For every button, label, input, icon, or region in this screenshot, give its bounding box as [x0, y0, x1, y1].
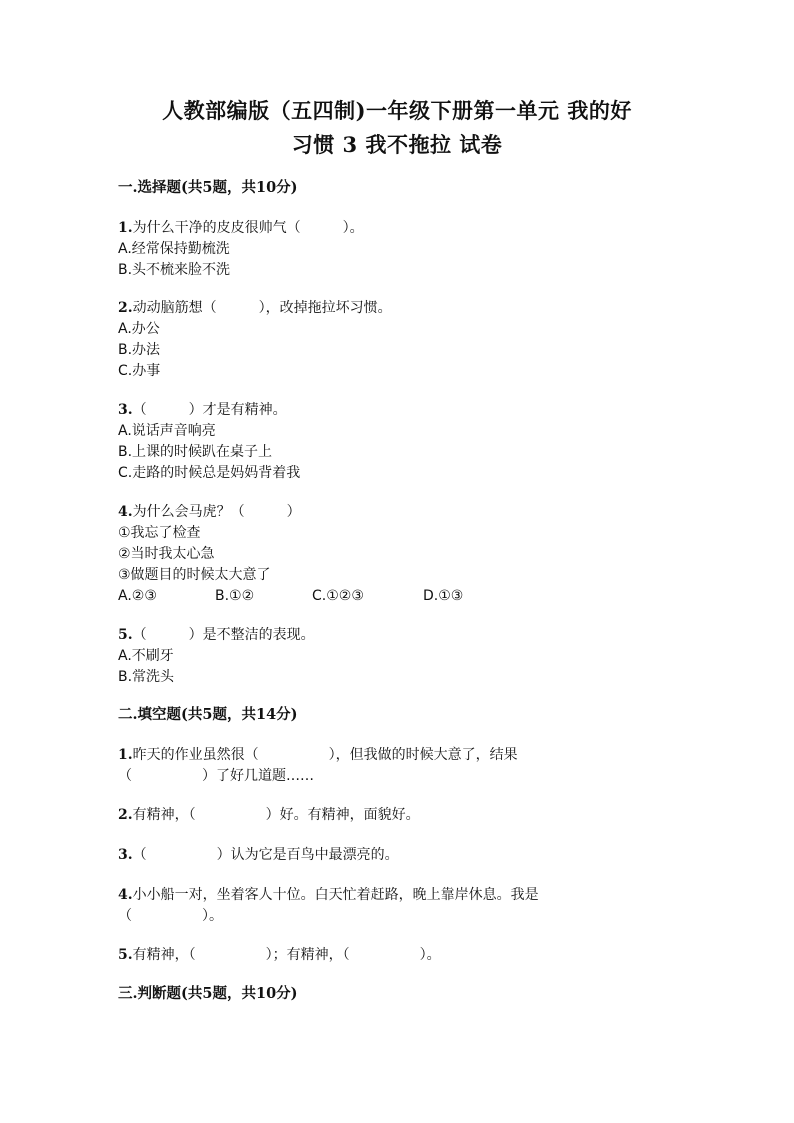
- option-item: B.常洗头: [118, 669, 175, 685]
- question-stem: 1.昨天的作业虽然很（ ），但我做的时候大意了，结果: [118, 747, 518, 763]
- option-b: B.①②: [215, 588, 255, 604]
- question-stem: 5.有精神，（ ）；有精神，（ ）。: [118, 947, 441, 963]
- question-stem: 2.动动脑筋想（ ），改掉拖拉坏习惯。: [118, 300, 392, 316]
- question-stem: 5.（ ）是不整洁的表现。: [118, 627, 315, 643]
- question-stem: 4.为什么会马虎？（ ）: [118, 504, 301, 520]
- section-heading-fill: 二.填空题(共5题，共14分): [118, 706, 298, 723]
- question-stem: 3.（ ）才是有精神。: [118, 402, 287, 418]
- option-item: A.说话声音响亮: [118, 423, 216, 439]
- option-item: B.上课的时候趴在桌子上: [118, 444, 273, 460]
- option-d: D.①③: [423, 588, 464, 604]
- question-continuation: （ ）了好几道题……: [118, 768, 314, 784]
- title-line-2: 习惯 3 我不拖拉 试卷: [291, 132, 503, 157]
- option-c: C.①②③: [312, 588, 364, 604]
- section-heading-judge: 三.判断题(共5题，共10分): [118, 985, 298, 1002]
- option-item: ①我忘了检查: [118, 525, 201, 541]
- option-item: A.经常保持勤梳洗: [118, 241, 230, 257]
- option-item: B.头不梳来脸不洗: [118, 262, 231, 278]
- inline-options: [118, 586, 518, 606]
- question-stem: 1.为什么干净的皮皮很帅气（ ）。: [118, 220, 364, 236]
- option-item: A.办公: [118, 321, 160, 337]
- question-stem: 4.小小船一对，坐着客人十位。白天忙着赶路，晚上靠岸休息。我是: [118, 887, 539, 903]
- title-line-1: 人教部编版（五四制)一年级下册第一单元 我的好: [162, 98, 632, 123]
- option-item: A.不刷牙: [118, 648, 174, 664]
- section-heading-choice: 一.选择题(共5题，共10分): [118, 179, 298, 196]
- option-item: ③做题目的时候太大意了: [118, 567, 271, 583]
- option-item: C.走路的时候总是妈妈背着我: [118, 465, 301, 481]
- question-stem: 3.（ ）认为它是百鸟中最漂亮的。: [118, 847, 399, 863]
- option-item: ②当时我太心急: [118, 546, 215, 562]
- question-continuation: （ ）。: [118, 908, 223, 924]
- option-a: A.②③: [118, 588, 157, 604]
- option-item: B.办法: [118, 342, 161, 358]
- question-stem: 2.有精神，（ ）好。有精神，面貌好。: [118, 807, 420, 823]
- option-item: C.办事: [118, 363, 161, 379]
